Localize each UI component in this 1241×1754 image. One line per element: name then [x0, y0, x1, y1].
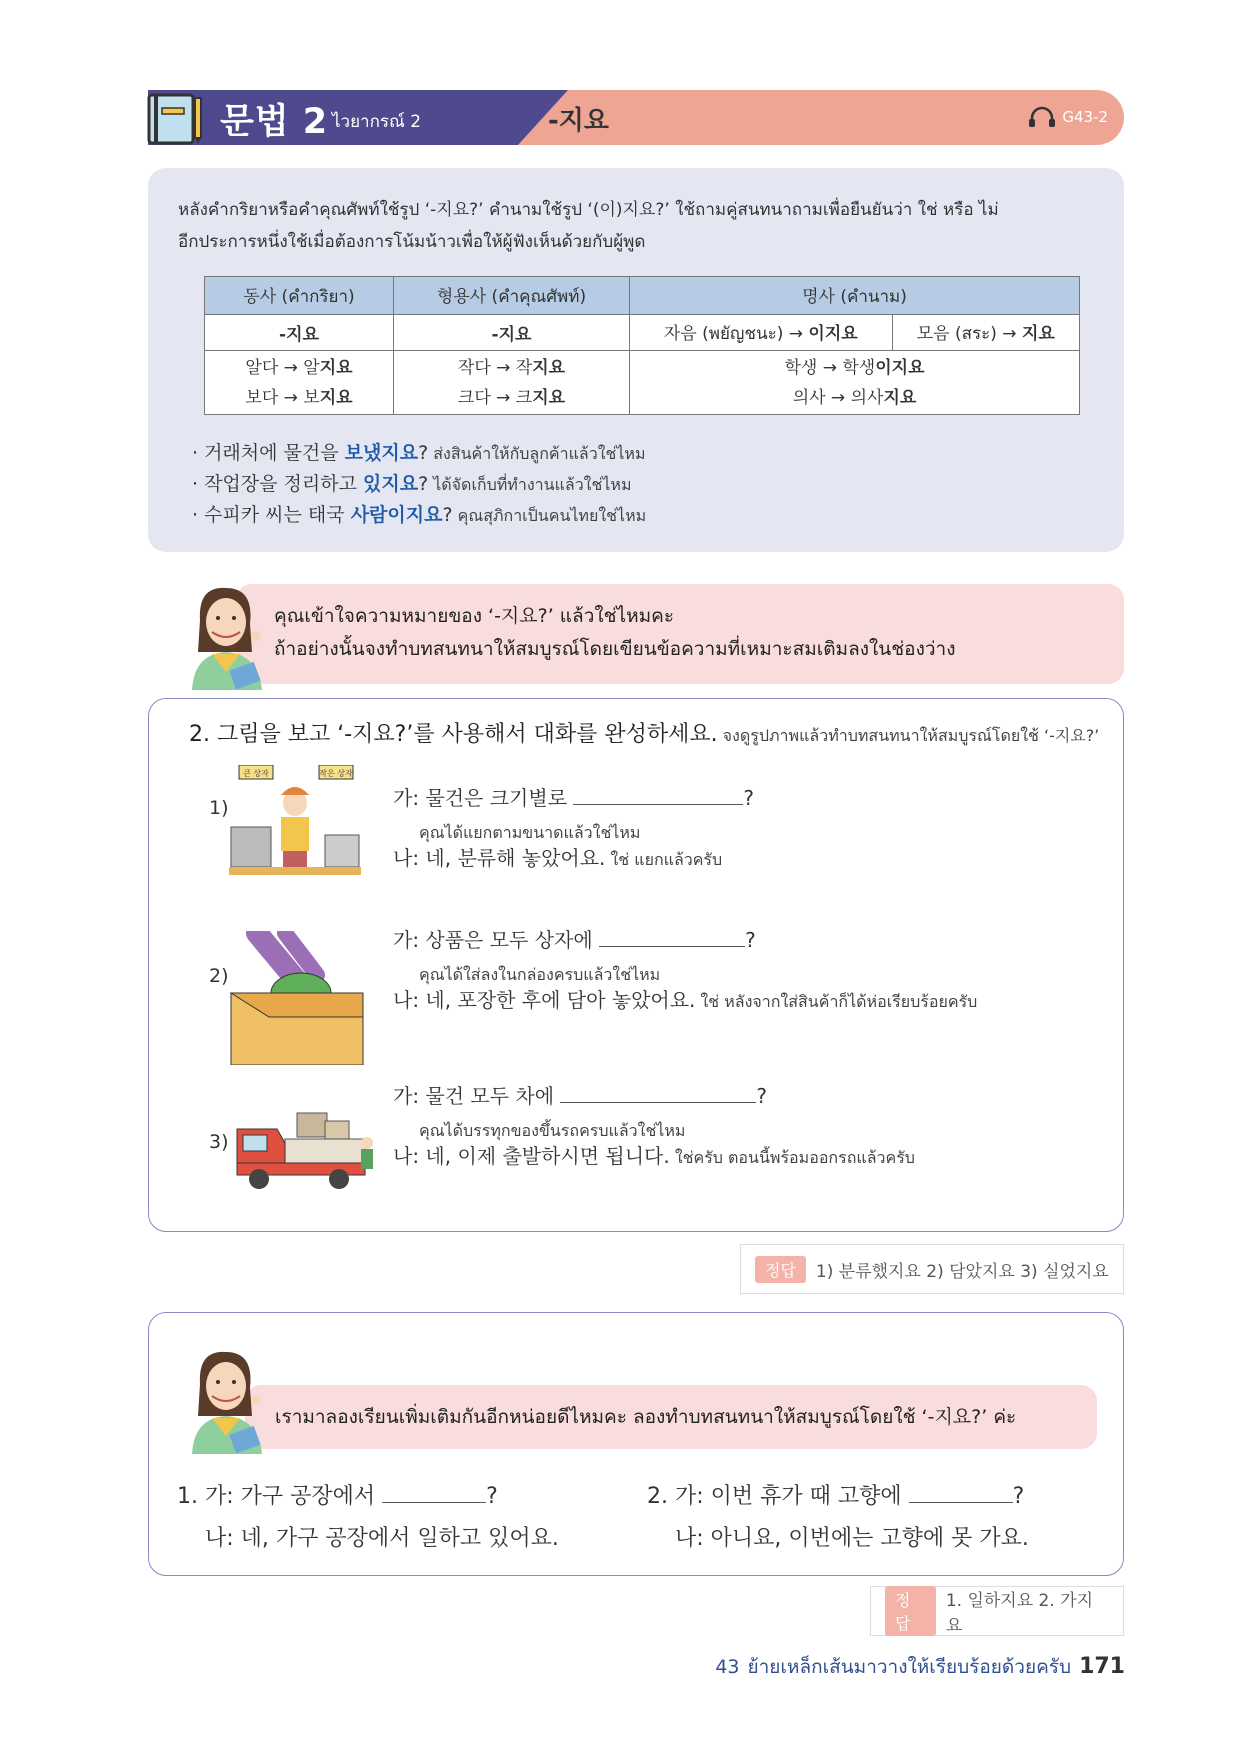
practice-instruction: เรามาลองเรียนเพิ่มเติมกันอีกหน่อยดีไหมคะ ลองทำบทสนทนาให้สมบูรณ์โดยใช้ ‘-지요?’ ค่ะ	[275, 1406, 1017, 1428]
dialogue-a-translation: คุณได้แยกตามขนาดแล้วใช่ไหม	[419, 823, 641, 842]
item-number: 1)	[209, 797, 229, 819]
instruction-text: คุณเข้าใจความหมายของ ‘-지요?’ แล้วใช่ไหมคะ ถ้าอย่างนั้นจงทำบทสนทนาให้สมบูรณ์โดยเขียนข้อความที่เหมาะสมเติมลงในช่องว่าง	[274, 605, 956, 660]
grammar-banner	[148, 90, 1124, 145]
explanation-line-2: อีกประการหนึ่งใช้เมื่อต้องการโน้มน้าวเพื่อให้ผู้ฟังเห็นด้วยกับผู้พูด	[178, 232, 646, 252]
header-verb: 동사 (คำกริยา)	[205, 277, 394, 315]
page-number: 171	[1079, 1654, 1125, 1679]
practice-q1-a: 1. 가: 가구 공장에서 ?	[177, 1484, 498, 1509]
ending-noun-consonant: 자음 (พยัญชนะ) → 이지요	[630, 315, 893, 351]
answer-key-2	[870, 1586, 1124, 1636]
practice-q2-b: 나: 아니요, 이번에는 고향에 못 가요.	[675, 1526, 1029, 1551]
page-footer	[715, 1652, 1125, 1682]
answer-tag: 정답	[885, 1586, 936, 1636]
example-sentence: · 작업장을 정리하고 있지요? ได้จัดเก็บที่ทำงานแล้วใช่ไหม	[192, 473, 632, 495]
answer-blank[interactable]	[382, 1483, 486, 1503]
answer-blank[interactable]	[560, 1083, 756, 1103]
answer-text: 1) 분류했지요 2) 담았지요 3) 실었지요	[815, 1261, 1109, 1282]
explanation-line-1: หลังคำกริยาหรือคำคุณศัพท์ใช้รูป ‘-지요?’ คำนามใช้รูป ‘(이)지요?’ ใช้ถามคู่สนทนาถามเพื่อยืนยันว่า ใช่ หรือ ไม่	[178, 200, 999, 220]
item-number: 3)	[209, 1131, 229, 1153]
ending-noun-vowel: 모음 (สระ) → 지요	[892, 315, 1079, 351]
practice-box	[148, 1312, 1124, 1576]
examples-verb: 알다 → 알지요 보다 → 보지요	[205, 351, 394, 415]
header-noun: 명사 (คำนาม)	[630, 277, 1080, 315]
grammar-pattern: -지요	[548, 106, 610, 136]
answer-blank[interactable]	[599, 927, 745, 947]
packing-box-illustration	[229, 931, 365, 1065]
warehouse-worker-illustration	[229, 765, 361, 885]
ending-adjective: -지요	[394, 315, 630, 351]
answer-blank[interactable]	[909, 1483, 1013, 1503]
sign-large-box: 큰 상자	[243, 769, 269, 778]
sign-small-box: 작은 상자	[319, 769, 353, 778]
examples-noun: 학생 → 학생이지요 의사 → 의사지요	[630, 351, 1080, 415]
dialogue-a: 가: 상품은 모두 상자에 ?	[393, 928, 756, 952]
answer-text: 1. 일하지요 2. 가지요	[945, 1591, 1094, 1636]
dialogue-a: 가: 물건 모두 차에 ?	[393, 1084, 768, 1108]
examples-adjective: 작다 → 작지요 크다 → 크지요	[394, 351, 630, 415]
answer-key-1	[740, 1244, 1124, 1294]
dialogue-a-translation: คุณได้บรรทุกของขึ้นรถครบแล้วใช่ไหม	[419, 1121, 686, 1140]
practice-q1-b: 나: 네, 가구 공장에서 일하고 있어요.	[205, 1526, 559, 1551]
answer-tag: 정답	[755, 1256, 806, 1283]
explanation-text	[178, 194, 1098, 258]
example-sentences	[192, 438, 646, 531]
dialogue-b: 나: 네, 포장한 후에 담아 놓았어요. ใช่ หลังจากใส่สินค้าก็ได้ห่อเรียบร้อยครับ	[393, 988, 978, 1012]
teacher-illustration	[178, 580, 274, 690]
lesson-title: ย้ายเหล็กเส้นมาวางให้เรียบร้อยด้วยครับ	[747, 1656, 1072, 1678]
audio-track[interactable]	[1028, 106, 1108, 128]
exercise-box	[148, 698, 1124, 1232]
headphones-icon	[1028, 106, 1056, 128]
dialogue-b: 나: 네, 분류해 놓았어요. ใช่ แยกแล้วครับ	[393, 846, 723, 870]
item-number: 2)	[209, 965, 229, 987]
exercise-title: 2. 그림을 보고 ‘-지요?’를 사용해서 대화를 완성하세요. จงดูรูปภาพแล้วทำบทสนทนาให้สมบูรณ์โดยใช้ ‘-지요?’	[189, 722, 1100, 747]
dialogue-a: 가: 물건은 크기별로 ?	[393, 786, 754, 810]
dialogue-b: 나: 네, 이제 출발하시면 됩니다. ใช่ครับ ตอนนี้พร้อมออกรถแล้วครับ	[393, 1144, 915, 1168]
ending-verb: -지요	[205, 315, 394, 351]
example-sentence: · 수피카 씨는 태국 사람이지요? คุณสุภิกาเป็นคนไทยใช่ไหม	[192, 504, 647, 526]
grammar-subtitle: ไวยากรณ์ 2	[332, 112, 422, 132]
teacher-illustration	[178, 1344, 274, 1454]
lesson-number: 43	[715, 1656, 740, 1678]
dialogue-a-translation: คุณได้ใส่ลงในกล่องครบแล้วใช่ไหม	[419, 965, 661, 984]
example-sentence: · 거래처에 물건을 보냈지요? ส่งสินค้าให้กับลูกค้าแล้วใช่ไหม	[192, 442, 646, 464]
header-adjective: 형용사 (คำคุณศัพท์)	[394, 277, 630, 315]
truck-loading-illustration	[233, 1099, 379, 1199]
grammar-title: 문법 2	[220, 102, 329, 142]
audio-code: G43-2	[1062, 108, 1108, 126]
conjugation-table	[204, 276, 1080, 415]
explanation-panel	[148, 168, 1124, 552]
practice-q2-a: 2. 가: 이번 휴가 때 고향에 ?	[647, 1484, 1025, 1509]
answer-blank[interactable]	[573, 785, 743, 805]
book-pencil-icon	[146, 92, 204, 146]
